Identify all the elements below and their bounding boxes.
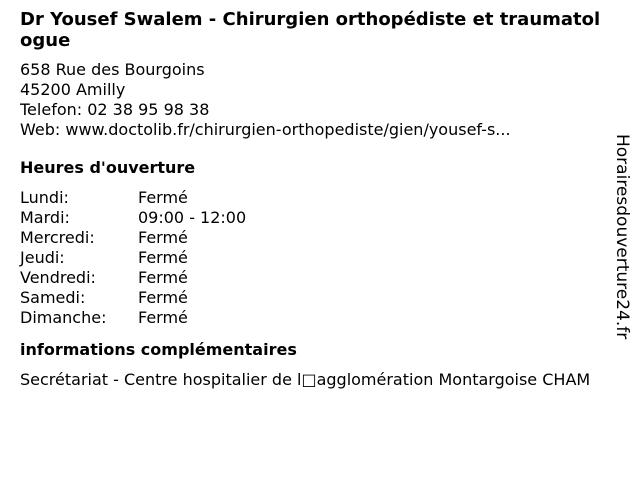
hours-day: Vendredi: bbox=[20, 268, 96, 287]
hours-row-saturday bbox=[20, 288, 612, 308]
hours-day: Mardi: bbox=[20, 208, 70, 227]
hours-day: Mercredi: bbox=[20, 228, 95, 247]
hours-row-monday bbox=[20, 188, 612, 208]
address-street: 658 Rue des Bourgoins bbox=[20, 60, 205, 79]
phone-number-link[interactable]: 02 38 95 98 38 bbox=[87, 100, 210, 119]
hours-time: Fermé bbox=[138, 188, 188, 207]
hours-day: Dimanche: bbox=[20, 308, 107, 327]
opening-hours-heading: Heures d'ouverture bbox=[20, 158, 196, 177]
website-link[interactable]: www.doctolib.fr/chirurgien-orthopediste/gien/yousef-s... bbox=[65, 120, 511, 139]
page-title: Dr Yousef Swalem - Chirurgien orthopédiste et traumatologue bbox=[20, 9, 601, 51]
hours-row-sunday bbox=[20, 308, 612, 328]
opening-hours-table bbox=[20, 188, 612, 328]
hours-day: Samedi: bbox=[20, 288, 86, 307]
web-label: Web: bbox=[20, 120, 61, 139]
hours-row-tuesday bbox=[20, 208, 612, 228]
hours-time: Fermé bbox=[138, 268, 188, 287]
hours-time: Fermé bbox=[138, 248, 188, 267]
additional-info-text: Secrétariat - Centre hospitalier de l□agglomération Montargoise CHAM bbox=[20, 370, 591, 389]
site-brand-watermark: Horairesdouverture24.fr bbox=[612, 134, 632, 340]
hours-time: Fermé bbox=[138, 308, 188, 327]
phone-label: Telefon: bbox=[20, 100, 83, 119]
phone-row bbox=[20, 100, 612, 120]
hours-day: Jeudi: bbox=[20, 248, 65, 267]
hours-time: Fermé bbox=[138, 228, 188, 247]
hours-time: 09:00 - 12:00 bbox=[138, 208, 247, 227]
hours-row-wednesday bbox=[20, 228, 612, 248]
hours-day: Lundi: bbox=[20, 188, 69, 207]
hours-row-thursday bbox=[20, 248, 612, 268]
address-city: 45200 Amilly bbox=[20, 80, 126, 99]
hours-time: Fermé bbox=[138, 288, 188, 307]
web-row bbox=[20, 120, 612, 140]
hours-row-friday bbox=[20, 268, 612, 288]
additional-info-heading: informations complémentaires bbox=[20, 340, 297, 359]
listing-card bbox=[20, 9, 612, 390]
